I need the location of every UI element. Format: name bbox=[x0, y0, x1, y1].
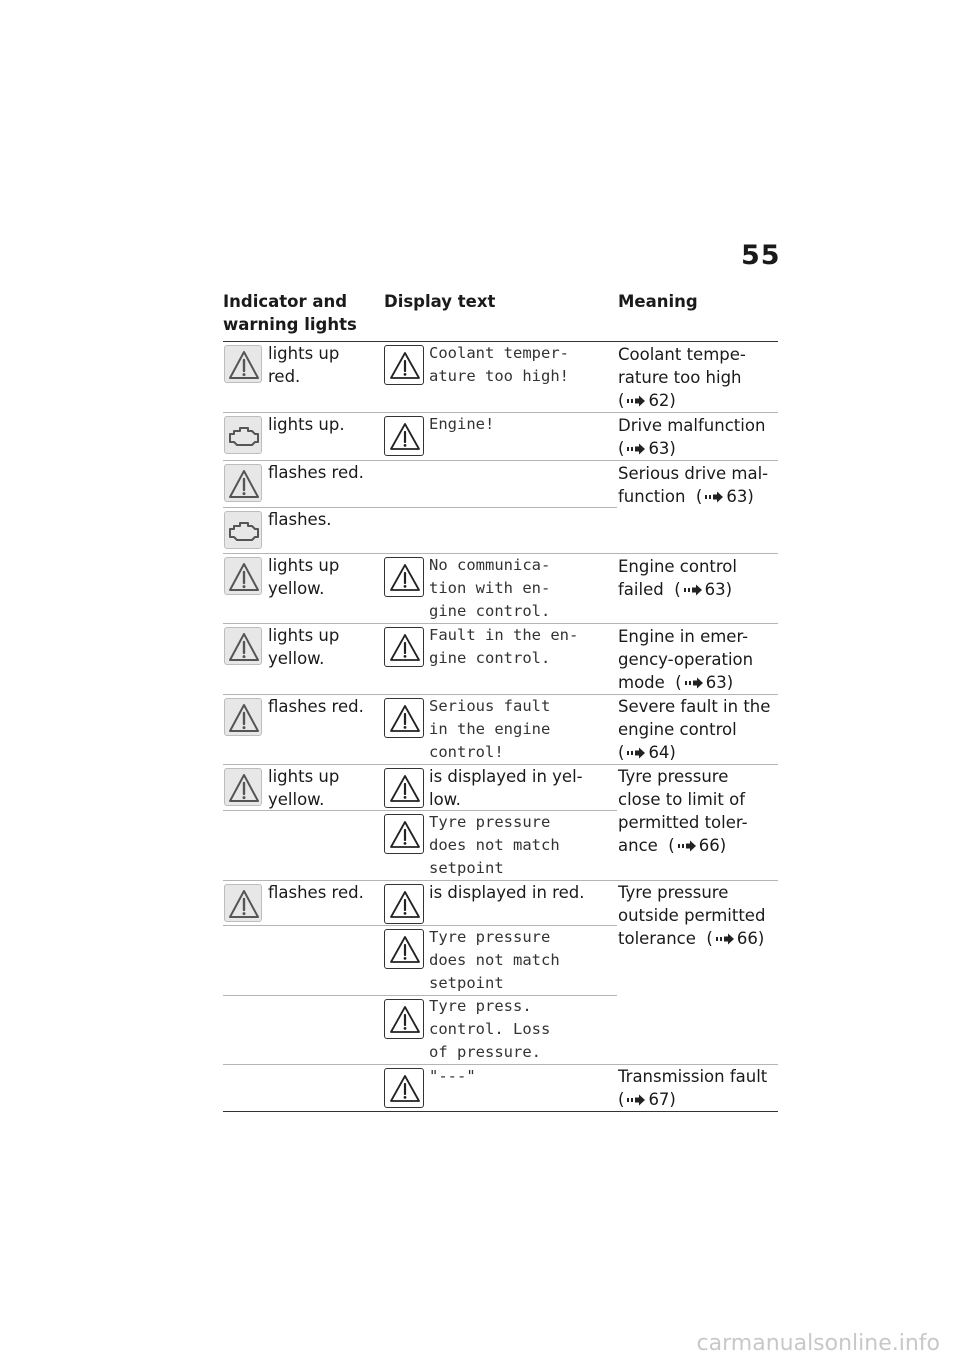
page-reference-arrow-icon bbox=[683, 584, 703, 596]
meaning-text: Drive malfunction bbox=[618, 416, 766, 435]
display-text: control! bbox=[429, 743, 504, 761]
warning-light-icon bbox=[224, 698, 262, 736]
meaning-text: Tyre pressure bbox=[618, 883, 729, 902]
indicator-text: lights up. bbox=[268, 415, 345, 434]
page-reference: ( 63) bbox=[618, 439, 676, 458]
indicator-text: flashes red. bbox=[268, 697, 364, 716]
page-reference-arrow-icon bbox=[715, 933, 735, 945]
engine-light-icon bbox=[224, 511, 262, 549]
display-warning-icon bbox=[384, 345, 424, 385]
page-reference-arrow-icon bbox=[704, 491, 724, 503]
display-text: control. Loss bbox=[429, 1020, 551, 1038]
meaning-text: function bbox=[618, 487, 686, 506]
engine-light-icon bbox=[224, 416, 262, 454]
warning-light-icon bbox=[224, 557, 262, 595]
display-text: does not match bbox=[429, 951, 560, 969]
display-text: No communica- bbox=[429, 556, 551, 574]
page-reference-number: 63) bbox=[705, 673, 734, 692]
page-reference-number: 66) bbox=[736, 929, 765, 948]
meaning-text: failed bbox=[618, 580, 664, 599]
page-reference-arrow-icon bbox=[626, 395, 646, 407]
meaning-text: outside permitted bbox=[618, 906, 766, 925]
meaning-text: Coolant tempe- bbox=[618, 345, 746, 364]
display-text: Engine! bbox=[429, 415, 495, 433]
meaning-text: permitted toler- bbox=[618, 813, 748, 832]
meaning-text: mode bbox=[618, 673, 665, 692]
meaning-text: Engine control bbox=[618, 557, 737, 576]
warning-light-icon bbox=[224, 627, 262, 665]
display-text: is displayed in red. bbox=[429, 883, 585, 902]
warning-light-icon bbox=[224, 768, 262, 806]
row-divider bbox=[223, 810, 617, 811]
display-text: in the engine bbox=[429, 720, 551, 738]
page-reference: ( 67) bbox=[618, 1090, 676, 1109]
row-divider bbox=[223, 925, 617, 926]
meaning-text: close to limit of bbox=[618, 790, 745, 809]
indicator-text: flashes. bbox=[268, 510, 332, 529]
warning-light-icon bbox=[224, 345, 262, 383]
display-text: Fault in the en- bbox=[429, 626, 579, 644]
indicator-text: lights up bbox=[268, 344, 340, 363]
display-text: setpoint bbox=[429, 974, 504, 992]
page-reference-arrow-icon bbox=[626, 443, 646, 455]
display-text: Tyre pressure bbox=[429, 813, 551, 831]
column-header-meaning: Meaning bbox=[618, 292, 698, 311]
page-reference: ( 62) bbox=[618, 391, 676, 410]
meaning-text: engine control bbox=[618, 720, 737, 739]
page-reference-number: 64) bbox=[648, 743, 676, 762]
column-header-display: Display text bbox=[384, 292, 496, 311]
page-reference: ( 64) bbox=[618, 743, 676, 762]
indicator-text: flashes red. bbox=[268, 883, 364, 902]
page-reference-number: 63) bbox=[648, 439, 676, 458]
meaning-text: failed ( 63) bbox=[618, 580, 733, 599]
meaning-text: tolerance ( 66) bbox=[618, 929, 765, 948]
meaning-text: Engine in emer- bbox=[618, 627, 749, 646]
page-reference-arrow-icon bbox=[677, 840, 697, 852]
watermark: carmanualsonline.info bbox=[696, 1331, 940, 1356]
indicator-text: lights up bbox=[268, 626, 340, 645]
meaning-text: Severe fault in the bbox=[618, 697, 771, 716]
display-text: ature too high! bbox=[429, 367, 569, 385]
display-warning-icon bbox=[384, 999, 424, 1039]
display-text: Coolant temper- bbox=[429, 344, 569, 362]
page-reference-arrow-icon bbox=[626, 1094, 646, 1106]
meaning-text: Serious drive mal- bbox=[618, 464, 769, 483]
display-warning-icon bbox=[384, 557, 424, 597]
meaning-text: Transmission fault bbox=[618, 1067, 768, 1086]
indicator-text: flashes red. bbox=[268, 463, 364, 482]
meaning-text: mode ( 63) bbox=[618, 673, 734, 692]
meaning-text: rature too high bbox=[618, 368, 742, 387]
page-reference-number: 62) bbox=[648, 391, 676, 410]
display-text: does not match bbox=[429, 836, 560, 854]
meaning-text: Tyre pressure bbox=[618, 767, 729, 786]
display-warning-icon bbox=[384, 884, 424, 924]
column-header-indicator: Indicator and warning lights bbox=[223, 292, 357, 334]
warning-light-icon bbox=[224, 884, 262, 922]
page-reference-number: 66) bbox=[698, 836, 727, 855]
display-warning-icon bbox=[384, 627, 424, 667]
page-reference-arrow-icon bbox=[684, 677, 704, 689]
meaning-text: ance ( 66) bbox=[618, 836, 727, 855]
page-number: 55 bbox=[741, 240, 781, 271]
display-warning-icon bbox=[384, 416, 424, 456]
display-text: "---" bbox=[429, 1067, 476, 1085]
display-warning-icon bbox=[384, 1068, 424, 1108]
page-reference-arrow-icon bbox=[626, 747, 646, 759]
indicator-text: yellow. bbox=[268, 649, 325, 668]
row-divider bbox=[223, 995, 617, 996]
table-bottom-rule bbox=[223, 1111, 778, 1112]
indicator-text: lights up bbox=[268, 767, 340, 786]
display-text: of pressure. bbox=[429, 1043, 541, 1061]
display-text: setpoint bbox=[429, 859, 504, 877]
display-text: low. bbox=[429, 790, 461, 809]
indicator-text: lights up bbox=[268, 556, 340, 575]
display-text: Tyre pressure bbox=[429, 928, 551, 946]
display-text: is displayed in yel- bbox=[429, 767, 583, 786]
page-reference-number: 67) bbox=[648, 1090, 676, 1109]
display-text: Tyre press. bbox=[429, 997, 532, 1015]
warning-light-icon bbox=[224, 464, 262, 502]
indicator-text: yellow. bbox=[268, 790, 325, 809]
display-warning-icon bbox=[384, 698, 424, 738]
display-warning-icon bbox=[384, 768, 424, 808]
display-text: gine control. bbox=[429, 649, 551, 667]
indicator-text: yellow. bbox=[268, 579, 325, 598]
meaning-text: ance bbox=[618, 836, 658, 855]
display-text: Serious fault bbox=[429, 697, 551, 715]
indicator-text: red. bbox=[268, 367, 301, 386]
display-warning-icon bbox=[384, 929, 424, 969]
display-text: gine control. bbox=[429, 602, 551, 620]
page-reference-number: 63) bbox=[726, 487, 754, 506]
meaning-text: gency-operation bbox=[618, 650, 754, 669]
meaning-text: tolerance bbox=[618, 929, 696, 948]
display-warning-icon bbox=[384, 814, 424, 854]
display-text: tion with en- bbox=[429, 579, 551, 597]
page-reference-number: 63) bbox=[704, 580, 733, 599]
meaning-text: function ( 63) bbox=[618, 487, 754, 506]
